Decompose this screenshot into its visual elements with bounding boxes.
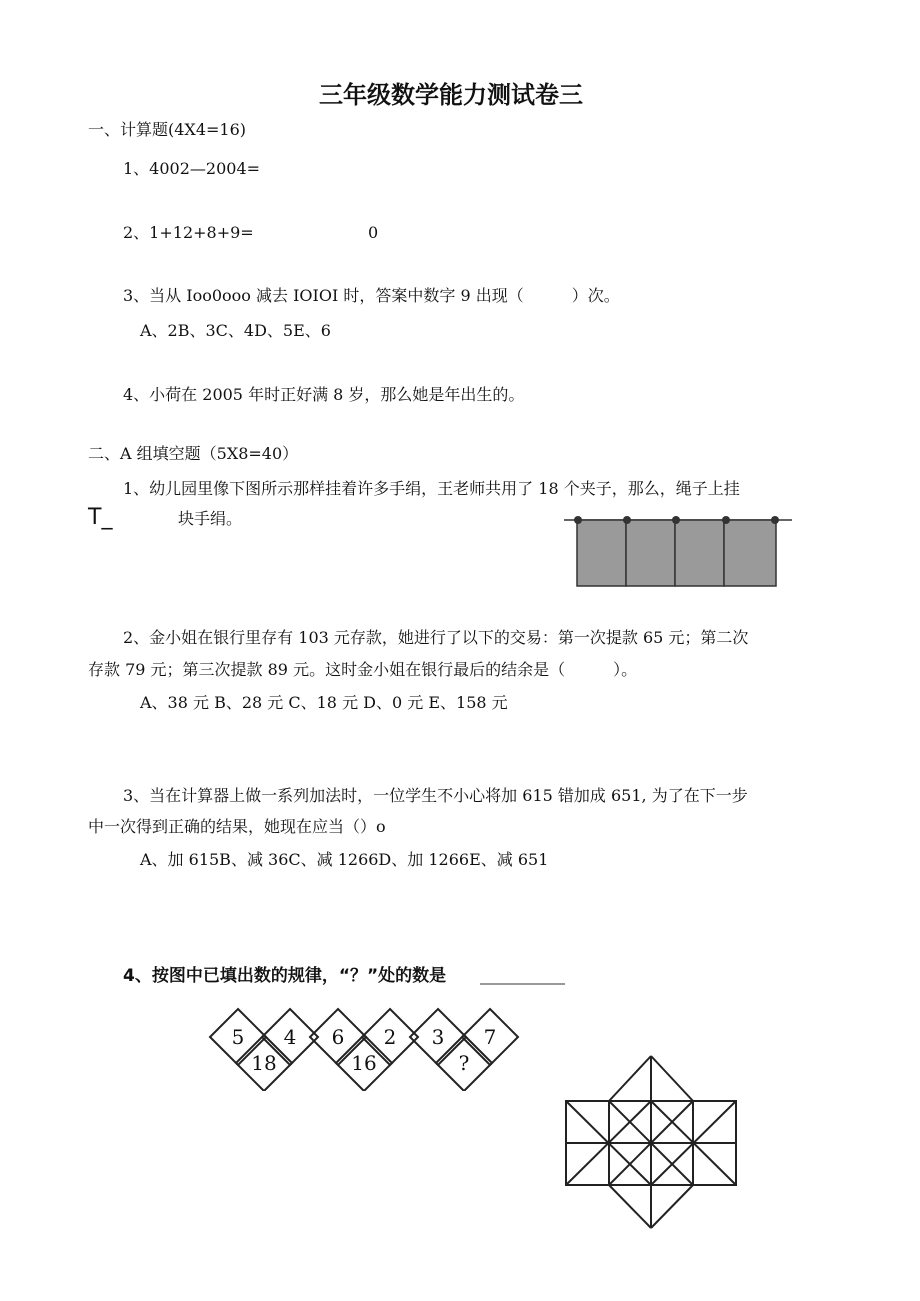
diamond-number: ? bbox=[458, 1051, 470, 1075]
diamond-number: 2 bbox=[383, 1025, 397, 1049]
s2-question-3-options: A、加 615B、减 36C、减 1266D、加 1266E、减 651 bbox=[140, 850, 549, 869]
diamond-group-2 bbox=[310, 1009, 418, 1091]
handkerchief bbox=[626, 520, 675, 586]
s2-question-1-line1: 1、幼儿园里像下图所示那样挂着许多手绢，王老师共用了 18 个夹子，那么，绳子上挂 bbox=[123, 479, 740, 498]
section2-heading: 二、A 组填空题（5X8=40） bbox=[88, 444, 299, 463]
clip-dot bbox=[672, 516, 680, 524]
s1-question-2: 2、1+12+8+9= bbox=[123, 223, 254, 242]
diamond-number: 7 bbox=[483, 1025, 497, 1049]
s1-question-1: 1、4002—2004= bbox=[123, 159, 261, 178]
s1-question-2-extra: 0 bbox=[368, 223, 379, 242]
s1-question-3-options: A、2B、3C、4D、5E、6 bbox=[140, 321, 331, 340]
diamond-number-figure bbox=[208, 1007, 520, 1091]
clip-dot bbox=[771, 516, 779, 524]
handkerchief-figure bbox=[560, 512, 796, 592]
triangle-grid-figure bbox=[562, 1054, 740, 1230]
s2-question-2-line2: 存款 79 元；第三次提款 89 元。这时金小姐在银行最后的结余是（ ）。 bbox=[88, 660, 638, 679]
clip-dot bbox=[623, 516, 631, 524]
clip-dot bbox=[574, 516, 582, 524]
section1-heading: 一、计算题(4X4=16) bbox=[88, 120, 247, 139]
diamond-number: 5 bbox=[231, 1025, 245, 1049]
answer-blank-line bbox=[480, 982, 566, 986]
s1-question-3: 3、当从 Ioo0ooo 减去 IOIOI 时，答案中数字 9 出现（ ）次。 bbox=[123, 286, 620, 305]
handkerchief bbox=[724, 520, 776, 586]
s2-question-3-line2: 中一次得到正确的结果，她现在应当（）o bbox=[88, 817, 386, 836]
handkerchief bbox=[675, 520, 724, 586]
s2-question-2-line1: 2、金小姐在银行里存有 103 元存款，她进行了以下的交易：第一次提款 65 元；第二次 bbox=[123, 628, 749, 647]
diamond-number: 4 bbox=[283, 1025, 297, 1049]
diamond-number: 16 bbox=[351, 1051, 377, 1075]
diamond-group-1 bbox=[210, 1009, 318, 1091]
s1-question-4: 4、小荷在 2005 年时正好满 8 岁，那么她是年出生的。 bbox=[123, 385, 525, 404]
diamond-number: 18 bbox=[251, 1051, 277, 1075]
diamond-number: 3 bbox=[431, 1025, 445, 1049]
s2-question-4: 4、按图中已填出数的规律，“？”处的数是 bbox=[123, 966, 447, 986]
page-title: 三年级数学能力测试卷三 bbox=[319, 81, 583, 109]
handkerchief bbox=[577, 520, 626, 586]
s2-question-1-line2: 块手绢。 bbox=[178, 509, 243, 528]
diamond-group-3 bbox=[410, 1009, 518, 1091]
s2-question-2-options: A、38 元 B、28 元 C、18 元 D、0 元 E、158 元 bbox=[140, 693, 508, 712]
s2-question-1-prefix: T_ bbox=[88, 505, 113, 530]
diamond-number: 6 bbox=[331, 1025, 345, 1049]
clip-dot bbox=[722, 516, 730, 524]
s2-question-3-line1: 3、当在计算器上做一系列加法时，一位学生不小心将加 615 错加成 651, 为了在下一步 bbox=[123, 786, 748, 805]
